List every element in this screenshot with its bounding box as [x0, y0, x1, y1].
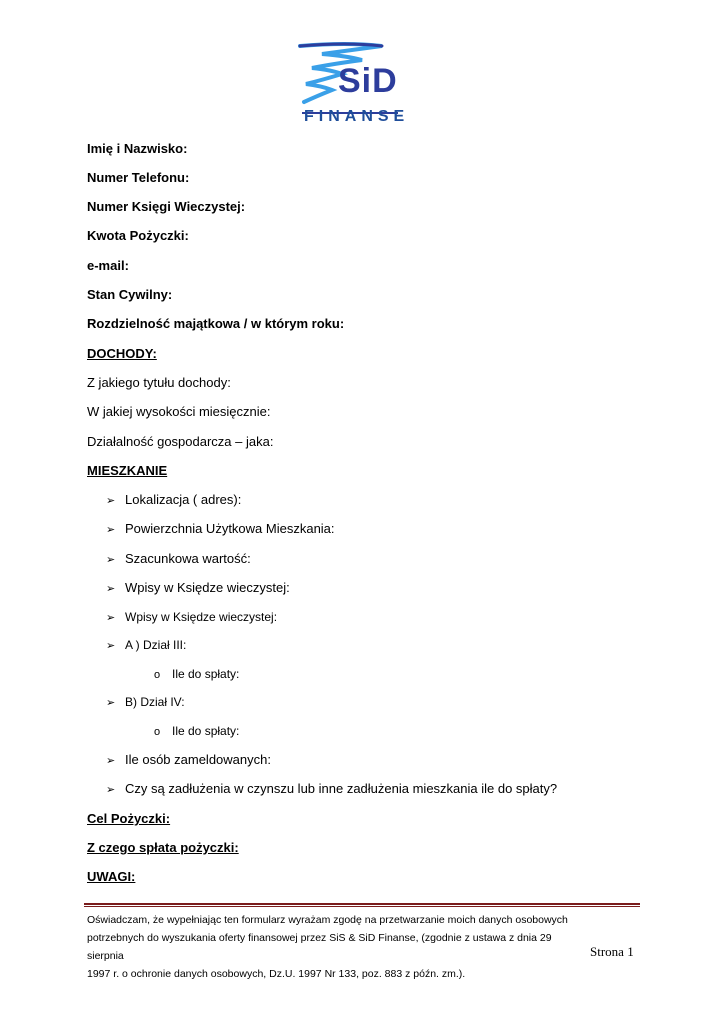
consent-statement [87, 911, 587, 983]
arrow-bullet-icon: ➢ [106, 697, 116, 709]
footer-divider-thin [84, 906, 640, 907]
income-monthly-label: W jakiej wysokości miesięcznie: [87, 404, 271, 419]
list-item: ➢ Czy są zadłużenia w czynszu lub inne zadłużenia mieszkania ile do spłaty? [106, 781, 558, 796]
page-number: Strona 1 [590, 944, 634, 959]
arrow-bullet-icon: ➢ [106, 755, 116, 767]
footer-divider [84, 903, 640, 905]
field-phone-label: Numer Telefonu: [87, 170, 190, 185]
circle-bullet-icon: o [154, 726, 161, 738]
arrow-bullet-icon: ➢ [106, 554, 116, 566]
list-item: ➢ B) Dział IV: [106, 695, 185, 709]
list-item: ➢ Wpisy w Księdze wieczystej: [106, 610, 278, 624]
field-name-label: Imię i Nazwisko: [87, 141, 188, 156]
arrow-bullet-icon: ➢ [106, 524, 116, 536]
list-item: ➢ Szacunkowa wartość: [106, 551, 251, 566]
arrow-bullet-icon: ➢ [106, 640, 116, 652]
arrow-bullet-icon: ➢ [106, 583, 116, 595]
income-business-label: Działalność gospodarcza – jaka: [87, 434, 274, 449]
arrow-bullet-icon: ➢ [106, 612, 116, 624]
consent-line-1: Oświadczam, że wypełniając ten formularz wyrażam zgodę na przetwarzanie moich danych osobowych [87, 914, 568, 926]
consent-line-3: 1997 r. o ochronie danych osobowych, Dz.U. 1997 Nr 133, poz. 883 z późn. zm.). [87, 968, 466, 980]
logo-subtitle: FINANSE [304, 108, 410, 125]
logo-brand: SiD [338, 62, 398, 100]
field-land-register-label: Numer Księgi Wieczystej: [87, 199, 246, 214]
circle-bullet-icon: o [154, 669, 161, 681]
loan-purpose-label: Cel Pożyczki: [87, 811, 171, 826]
sub-list-item: o Ile do spłaty: [154, 724, 240, 738]
field-email-label: e-mail: [87, 258, 129, 273]
field-marital-status-label: Stan Cywilny: [87, 287, 173, 302]
income-source-label: Z jakiego tytułu dochody: [87, 375, 231, 390]
arrow-bullet-icon: ➢ [106, 784, 116, 796]
list-item: ➢ A ) Dział III: [106, 638, 187, 652]
list-item: ➢ Wpisy w Księdze wieczystej: [106, 580, 290, 595]
arrow-bullet-icon: ➢ [106, 495, 116, 507]
list-item: ➢ Ile osób zameldowanych: [106, 752, 271, 767]
list-item: ➢ Lokalizacja ( adres): [106, 492, 242, 507]
consent-line-2: potrzebnych do wyszukania oferty finansowej przez SiS & SiD Finanse, (zgodnie z ustawa z dnia 29 sierpnia [87, 932, 552, 962]
notes-label: UWAGI: [87, 869, 136, 884]
income-heading: DOCHODY: [87, 346, 157, 361]
list-item: ➢ Powierzchnia Użytkowa Mieszkania: [106, 521, 335, 536]
field-property-separation-label: Rozdzielność majątkowa / w którym roku: [87, 316, 345, 331]
housing-heading: MIESZKANIE [87, 463, 168, 478]
field-loan-amount-label: Kwota Pożyczki: [87, 228, 189, 243]
repayment-source-label: Z czego spłata pożyczki: [87, 840, 239, 855]
sub-list-item: o Ile do spłaty: [154, 667, 240, 681]
